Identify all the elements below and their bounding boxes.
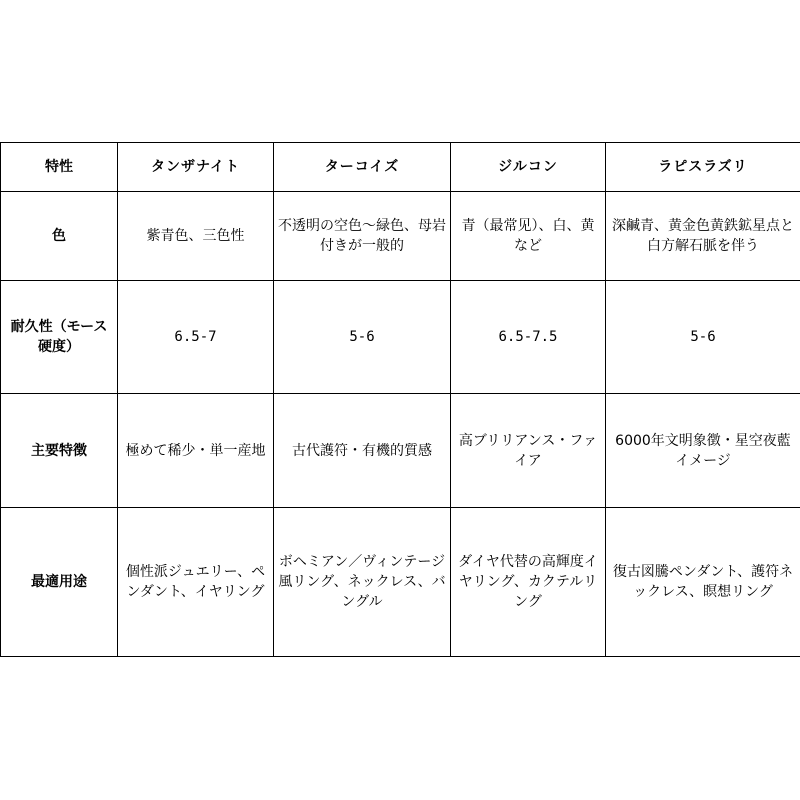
cell-zircon-uses: ダイヤ代替の高輝度イヤリング、カクテルリング: [451, 508, 606, 657]
cell-turquoise-features: 古代護符・有機的質感: [274, 394, 451, 508]
header-tanzanite: タンザナイト: [118, 143, 274, 192]
cell-zircon-hardness: 6.5-7.5: [451, 281, 606, 394]
table-row-durability: [1, 281, 800, 394]
row-label-durability: 耐久性（モース硬度）: [1, 281, 118, 394]
table-row-features: [1, 394, 800, 508]
cell-tanzanite-color: 紫青色、三色性: [118, 192, 274, 281]
cell-turquoise-uses: ボヘミアン／ヴィンテージ風リング、ネックレス、バングル: [274, 508, 451, 657]
header-property: 特性: [1, 143, 118, 192]
cell-turquoise-hardness: 5-6: [274, 281, 451, 394]
row-label-features: 主要特徴: [1, 394, 118, 508]
cell-zircon-features: 高ブリリアンス・ファイア: [451, 394, 606, 508]
gemstone-comparison-table: [0, 142, 800, 657]
cell-lapis-uses: 復古図騰ペンダント、護符ネックレス、瞑想リング: [606, 508, 800, 657]
header-zircon: ジルコン: [451, 143, 606, 192]
table-row-uses: [1, 508, 800, 657]
header-lapis-lazuli: ラピスラズリ: [606, 143, 800, 192]
table-header-row: [1, 143, 800, 192]
cell-zircon-color: 青（最常见）、白、黄など: [451, 192, 606, 281]
cell-tanzanite-hardness: 6.5-7: [118, 281, 274, 394]
row-label-uses: 最適用途: [1, 508, 118, 657]
table-row-color: [1, 192, 800, 281]
cell-tanzanite-features: 極めて稀少・単一産地: [118, 394, 274, 508]
cell-lapis-features: 6000年文明象徴・星空夜藍イメージ: [606, 394, 800, 508]
header-turquoise: ターコイズ: [274, 143, 451, 192]
cell-lapis-color: 深鹹青、黄金色黄鉄鉱星点と白方解石脈を伴う: [606, 192, 800, 281]
cell-lapis-hardness: 5-6: [606, 281, 800, 394]
cell-tanzanite-uses: 個性派ジュエリー、ペンダント、イヤリング: [118, 508, 274, 657]
row-label-color: 色: [1, 192, 118, 281]
cell-turquoise-color: 不透明の空色～緑色、母岩付きが一般的: [274, 192, 451, 281]
